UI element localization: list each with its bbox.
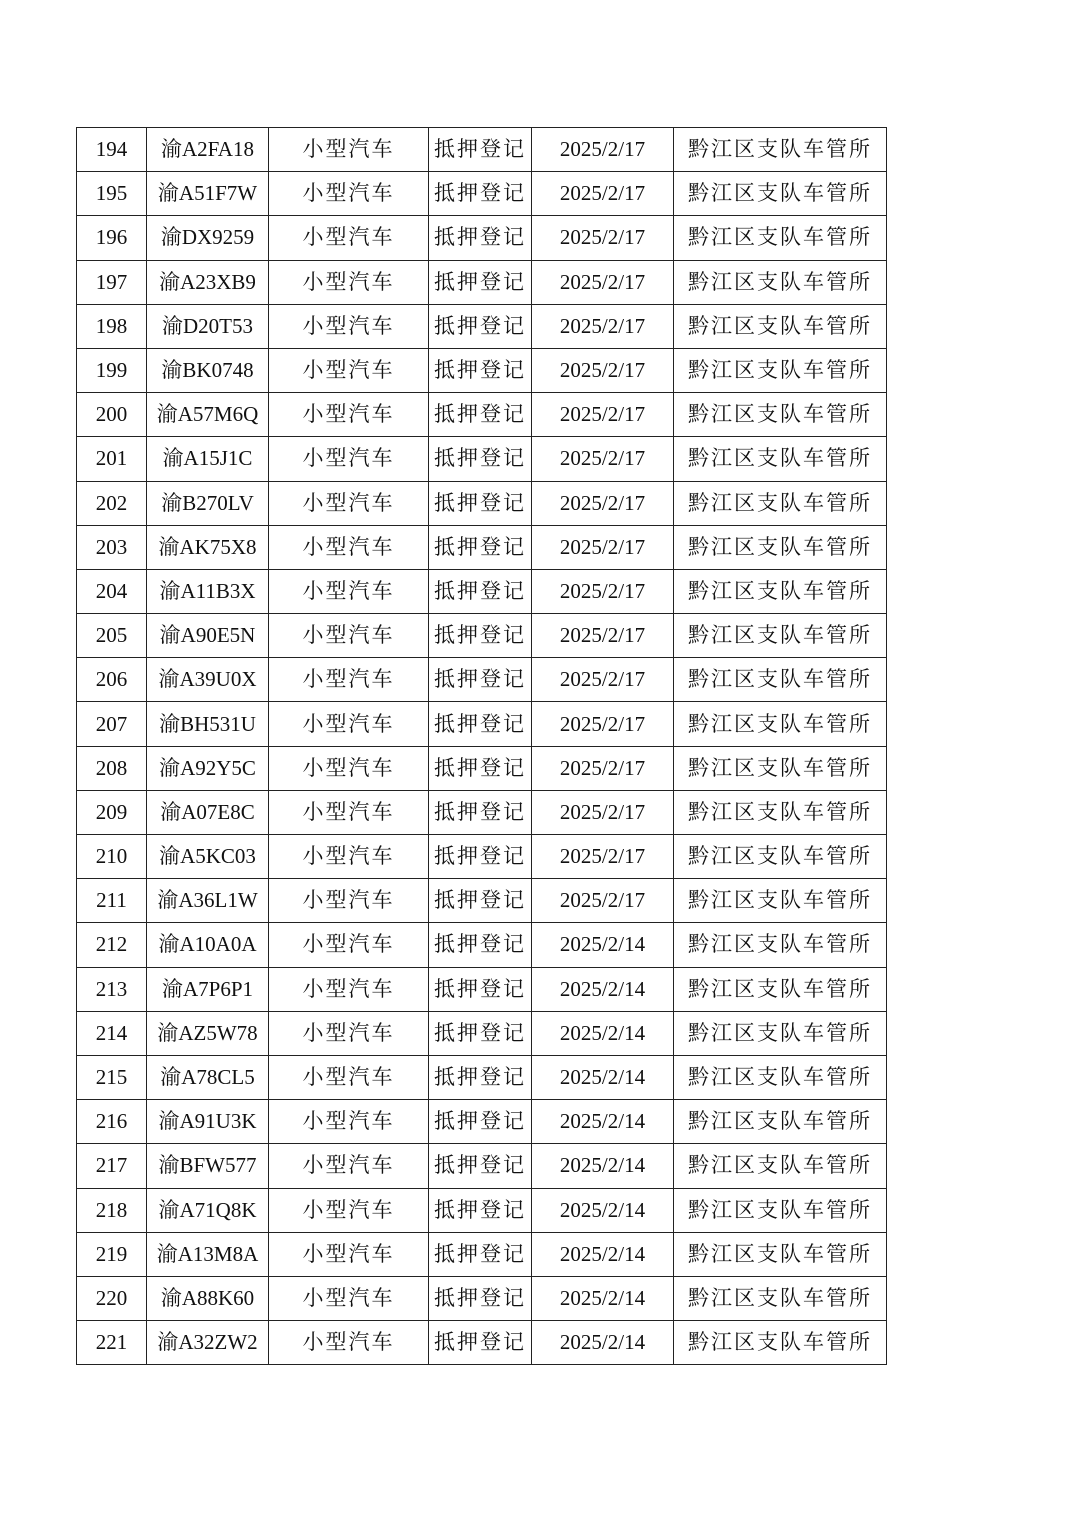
office-cell: 黔江区支队车管所 xyxy=(674,923,887,967)
date-cell: 2025/2/17 xyxy=(532,525,674,569)
plate-number-cell: 渝AK75X8 xyxy=(147,525,269,569)
plate-number-cell: 渝A57M6Q xyxy=(147,393,269,437)
row-number-cell: 197 xyxy=(77,260,147,304)
table-row xyxy=(77,569,887,613)
row-number-cell: 214 xyxy=(77,1011,147,1055)
business-type-cell: 抵押登记 xyxy=(429,260,532,304)
office-cell: 黔江区支队车管所 xyxy=(674,1011,887,1055)
date-cell: 2025/2/14 xyxy=(532,1188,674,1232)
row-number-cell: 206 xyxy=(77,658,147,702)
office-cell: 黔江区支队车管所 xyxy=(674,967,887,1011)
plate-number-cell: 渝A51F7W xyxy=(147,172,269,216)
plate-number-cell: 渝D20T53 xyxy=(147,304,269,348)
business-type-cell: 抵押登记 xyxy=(429,1055,532,1099)
date-cell: 2025/2/14 xyxy=(532,923,674,967)
vehicle-type-cell: 小型汽车 xyxy=(269,260,429,304)
vehicle-type-cell: 小型汽车 xyxy=(269,879,429,923)
vehicle-type-cell: 小型汽车 xyxy=(269,569,429,613)
office-cell: 黔江区支队车管所 xyxy=(674,393,887,437)
vehicle-type-cell: 小型汽车 xyxy=(269,1144,429,1188)
office-cell: 黔江区支队车管所 xyxy=(674,437,887,481)
plate-number-cell: 渝A39U0X xyxy=(147,658,269,702)
plate-number-cell: 渝DX9259 xyxy=(147,216,269,260)
table-row xyxy=(77,1232,887,1276)
table-row xyxy=(77,614,887,658)
plate-number-cell: 渝A78CL5 xyxy=(147,1055,269,1099)
table-row xyxy=(77,348,887,392)
table-row xyxy=(77,1188,887,1232)
date-cell: 2025/2/17 xyxy=(532,879,674,923)
office-cell: 黔江区支队车管所 xyxy=(674,658,887,702)
vehicle-type-cell: 小型汽车 xyxy=(269,437,429,481)
plate-number-cell: 渝A10A0A xyxy=(147,923,269,967)
vehicle-type-cell: 小型汽车 xyxy=(269,790,429,834)
table-row xyxy=(77,1055,887,1099)
office-cell: 黔江区支队车管所 xyxy=(674,702,887,746)
plate-number-cell: 渝A91U3K xyxy=(147,1100,269,1144)
date-cell: 2025/2/17 xyxy=(532,481,674,525)
vehicle-type-cell: 小型汽车 xyxy=(269,746,429,790)
business-type-cell: 抵押登记 xyxy=(429,569,532,613)
row-number-cell: 205 xyxy=(77,614,147,658)
row-number-cell: 212 xyxy=(77,923,147,967)
row-number-cell: 207 xyxy=(77,702,147,746)
business-type-cell: 抵押登记 xyxy=(429,216,532,260)
office-cell: 黔江区支队车管所 xyxy=(674,216,887,260)
vehicle-type-cell: 小型汽车 xyxy=(269,923,429,967)
table-row xyxy=(77,304,887,348)
date-cell: 2025/2/17 xyxy=(532,260,674,304)
business-type-cell: 抵押登记 xyxy=(429,746,532,790)
business-type-cell: 抵押登记 xyxy=(429,835,532,879)
business-type-cell: 抵押登记 xyxy=(429,967,532,1011)
plate-number-cell: 渝A71Q8K xyxy=(147,1188,269,1232)
plate-number-cell: 渝BK0748 xyxy=(147,348,269,392)
business-type-cell: 抵押登记 xyxy=(429,525,532,569)
table-row xyxy=(77,1276,887,1320)
table-row xyxy=(77,1011,887,1055)
office-cell: 黔江区支队车管所 xyxy=(674,128,887,172)
row-number-cell: 208 xyxy=(77,746,147,790)
plate-number-cell: 渝A88K60 xyxy=(147,1276,269,1320)
office-cell: 黔江区支队车管所 xyxy=(674,835,887,879)
plate-number-cell: 渝A07E8C xyxy=(147,790,269,834)
date-cell: 2025/2/14 xyxy=(532,1321,674,1365)
business-type-cell: 抵押登记 xyxy=(429,348,532,392)
plate-number-cell: 渝A32ZW2 xyxy=(147,1321,269,1365)
office-cell: 黔江区支队车管所 xyxy=(674,569,887,613)
vehicle-type-cell: 小型汽车 xyxy=(269,1055,429,1099)
office-cell: 黔江区支队车管所 xyxy=(674,746,887,790)
plate-number-cell: 渝BFW577 xyxy=(147,1144,269,1188)
plate-number-cell: 渝A92Y5C xyxy=(147,746,269,790)
vehicle-type-cell: 小型汽车 xyxy=(269,481,429,525)
vehicle-type-cell: 小型汽车 xyxy=(269,393,429,437)
date-cell: 2025/2/17 xyxy=(532,658,674,702)
office-cell: 黔江区支队车管所 xyxy=(674,525,887,569)
row-number-cell: 209 xyxy=(77,790,147,834)
date-cell: 2025/2/17 xyxy=(532,172,674,216)
business-type-cell: 抵押登记 xyxy=(429,304,532,348)
office-cell: 黔江区支队车管所 xyxy=(674,304,887,348)
office-cell: 黔江区支队车管所 xyxy=(674,1321,887,1365)
row-number-cell: 210 xyxy=(77,835,147,879)
table-row xyxy=(77,923,887,967)
date-cell: 2025/2/17 xyxy=(532,304,674,348)
table-row xyxy=(77,835,887,879)
office-cell: 黔江区支队车管所 xyxy=(674,1055,887,1099)
office-cell: 黔江区支队车管所 xyxy=(674,172,887,216)
business-type-cell: 抵押登记 xyxy=(429,1011,532,1055)
plate-number-cell: 渝A2FA18 xyxy=(147,128,269,172)
office-cell: 黔江区支队车管所 xyxy=(674,260,887,304)
plate-number-cell: 渝B270LV xyxy=(147,481,269,525)
row-number-cell: 195 xyxy=(77,172,147,216)
row-number-cell: 211 xyxy=(77,879,147,923)
row-number-cell: 202 xyxy=(77,481,147,525)
table-row xyxy=(77,525,887,569)
vehicle-type-cell: 小型汽车 xyxy=(269,1321,429,1365)
vehicle-type-cell: 小型汽车 xyxy=(269,216,429,260)
row-number-cell: 215 xyxy=(77,1055,147,1099)
office-cell: 黔江区支队车管所 xyxy=(674,879,887,923)
date-cell: 2025/2/17 xyxy=(532,393,674,437)
row-number-cell: 204 xyxy=(77,569,147,613)
business-type-cell: 抵押登记 xyxy=(429,393,532,437)
date-cell: 2025/2/14 xyxy=(532,1276,674,1320)
business-type-cell: 抵押登记 xyxy=(429,128,532,172)
vehicle-type-cell: 小型汽车 xyxy=(269,835,429,879)
business-type-cell: 抵押登记 xyxy=(429,790,532,834)
table-row xyxy=(77,437,887,481)
business-type-cell: 抵押登记 xyxy=(429,614,532,658)
table-row xyxy=(77,216,887,260)
plate-number-cell: 渝A90E5N xyxy=(147,614,269,658)
vehicle-type-cell: 小型汽车 xyxy=(269,967,429,1011)
plate-number-cell: 渝BH531U xyxy=(147,702,269,746)
plate-number-cell: 渝A13M8A xyxy=(147,1232,269,1276)
date-cell: 2025/2/14 xyxy=(532,1100,674,1144)
table-row xyxy=(77,1144,887,1188)
office-cell: 黔江区支队车管所 xyxy=(674,614,887,658)
date-cell: 2025/2/17 xyxy=(532,835,674,879)
row-number-cell: 194 xyxy=(77,128,147,172)
row-number-cell: 196 xyxy=(77,216,147,260)
table-row xyxy=(77,393,887,437)
business-type-cell: 抵押登记 xyxy=(429,172,532,216)
office-cell: 黔江区支队车管所 xyxy=(674,1188,887,1232)
vehicle-type-cell: 小型汽车 xyxy=(269,348,429,392)
business-type-cell: 抵押登记 xyxy=(429,437,532,481)
business-type-cell: 抵押登记 xyxy=(429,1100,532,1144)
vehicle-type-cell: 小型汽车 xyxy=(269,614,429,658)
business-type-cell: 抵押登记 xyxy=(429,923,532,967)
plate-number-cell: 渝A36L1W xyxy=(147,879,269,923)
office-cell: 黔江区支队车管所 xyxy=(674,348,887,392)
business-type-cell: 抵押登记 xyxy=(429,481,532,525)
office-cell: 黔江区支队车管所 xyxy=(674,1144,887,1188)
vehicle-type-cell: 小型汽车 xyxy=(269,1100,429,1144)
plate-number-cell: 渝A5KC03 xyxy=(147,835,269,879)
business-type-cell: 抵押登记 xyxy=(429,658,532,702)
date-cell: 2025/2/14 xyxy=(532,1144,674,1188)
row-number-cell: 217 xyxy=(77,1144,147,1188)
plate-number-cell: 渝AZ5W78 xyxy=(147,1011,269,1055)
office-cell: 黔江区支队车管所 xyxy=(674,1276,887,1320)
date-cell: 2025/2/17 xyxy=(532,348,674,392)
vehicle-type-cell: 小型汽车 xyxy=(269,128,429,172)
row-number-cell: 216 xyxy=(77,1100,147,1144)
table-row xyxy=(77,879,887,923)
office-cell: 黔江区支队车管所 xyxy=(674,481,887,525)
date-cell: 2025/2/14 xyxy=(532,1011,674,1055)
vehicle-type-cell: 小型汽车 xyxy=(269,172,429,216)
table-row xyxy=(77,172,887,216)
date-cell: 2025/2/17 xyxy=(532,746,674,790)
office-cell: 黔江区支队车管所 xyxy=(674,1100,887,1144)
row-number-cell: 200 xyxy=(77,393,147,437)
date-cell: 2025/2/14 xyxy=(532,1055,674,1099)
business-type-cell: 抵押登记 xyxy=(429,1276,532,1320)
business-type-cell: 抵押登记 xyxy=(429,879,532,923)
row-number-cell: 201 xyxy=(77,437,147,481)
vehicle-type-cell: 小型汽车 xyxy=(269,1232,429,1276)
row-number-cell: 219 xyxy=(77,1232,147,1276)
office-cell: 黔江区支队车管所 xyxy=(674,790,887,834)
registration-table-body xyxy=(77,128,887,1365)
registration-table xyxy=(76,127,887,1365)
table-row xyxy=(77,658,887,702)
row-number-cell: 203 xyxy=(77,525,147,569)
business-type-cell: 抵押登记 xyxy=(429,1232,532,1276)
row-number-cell: 213 xyxy=(77,967,147,1011)
date-cell: 2025/2/17 xyxy=(532,437,674,481)
vehicle-type-cell: 小型汽车 xyxy=(269,702,429,746)
office-cell: 黔江区支队车管所 xyxy=(674,1232,887,1276)
business-type-cell: 抵押登记 xyxy=(429,702,532,746)
row-number-cell: 221 xyxy=(77,1321,147,1365)
vehicle-type-cell: 小型汽车 xyxy=(269,1188,429,1232)
table-row xyxy=(77,1321,887,1365)
table-row xyxy=(77,481,887,525)
date-cell: 2025/2/14 xyxy=(532,1232,674,1276)
table-row xyxy=(77,1100,887,1144)
table-row xyxy=(77,967,887,1011)
date-cell: 2025/2/17 xyxy=(532,702,674,746)
plate-number-cell: 渝A11B3X xyxy=(147,569,269,613)
plate-number-cell: 渝A7P6P1 xyxy=(147,967,269,1011)
date-cell: 2025/2/17 xyxy=(532,128,674,172)
date-cell: 2025/2/17 xyxy=(532,790,674,834)
table-row xyxy=(77,790,887,834)
vehicle-type-cell: 小型汽车 xyxy=(269,304,429,348)
vehicle-type-cell: 小型汽车 xyxy=(269,1011,429,1055)
date-cell: 2025/2/17 xyxy=(532,216,674,260)
row-number-cell: 198 xyxy=(77,304,147,348)
vehicle-type-cell: 小型汽车 xyxy=(269,658,429,702)
business-type-cell: 抵押登记 xyxy=(429,1144,532,1188)
business-type-cell: 抵押登记 xyxy=(429,1188,532,1232)
table-row xyxy=(77,128,887,172)
vehicle-type-cell: 小型汽车 xyxy=(269,1276,429,1320)
business-type-cell: 抵押登记 xyxy=(429,1321,532,1365)
row-number-cell: 218 xyxy=(77,1188,147,1232)
table-row xyxy=(77,260,887,304)
row-number-cell: 220 xyxy=(77,1276,147,1320)
date-cell: 2025/2/17 xyxy=(532,614,674,658)
table-row xyxy=(77,702,887,746)
date-cell: 2025/2/14 xyxy=(532,967,674,1011)
vehicle-type-cell: 小型汽车 xyxy=(269,525,429,569)
plate-number-cell: 渝A23XB9 xyxy=(147,260,269,304)
table-row xyxy=(77,746,887,790)
date-cell: 2025/2/17 xyxy=(532,569,674,613)
plate-number-cell: 渝A15J1C xyxy=(147,437,269,481)
row-number-cell: 199 xyxy=(77,348,147,392)
